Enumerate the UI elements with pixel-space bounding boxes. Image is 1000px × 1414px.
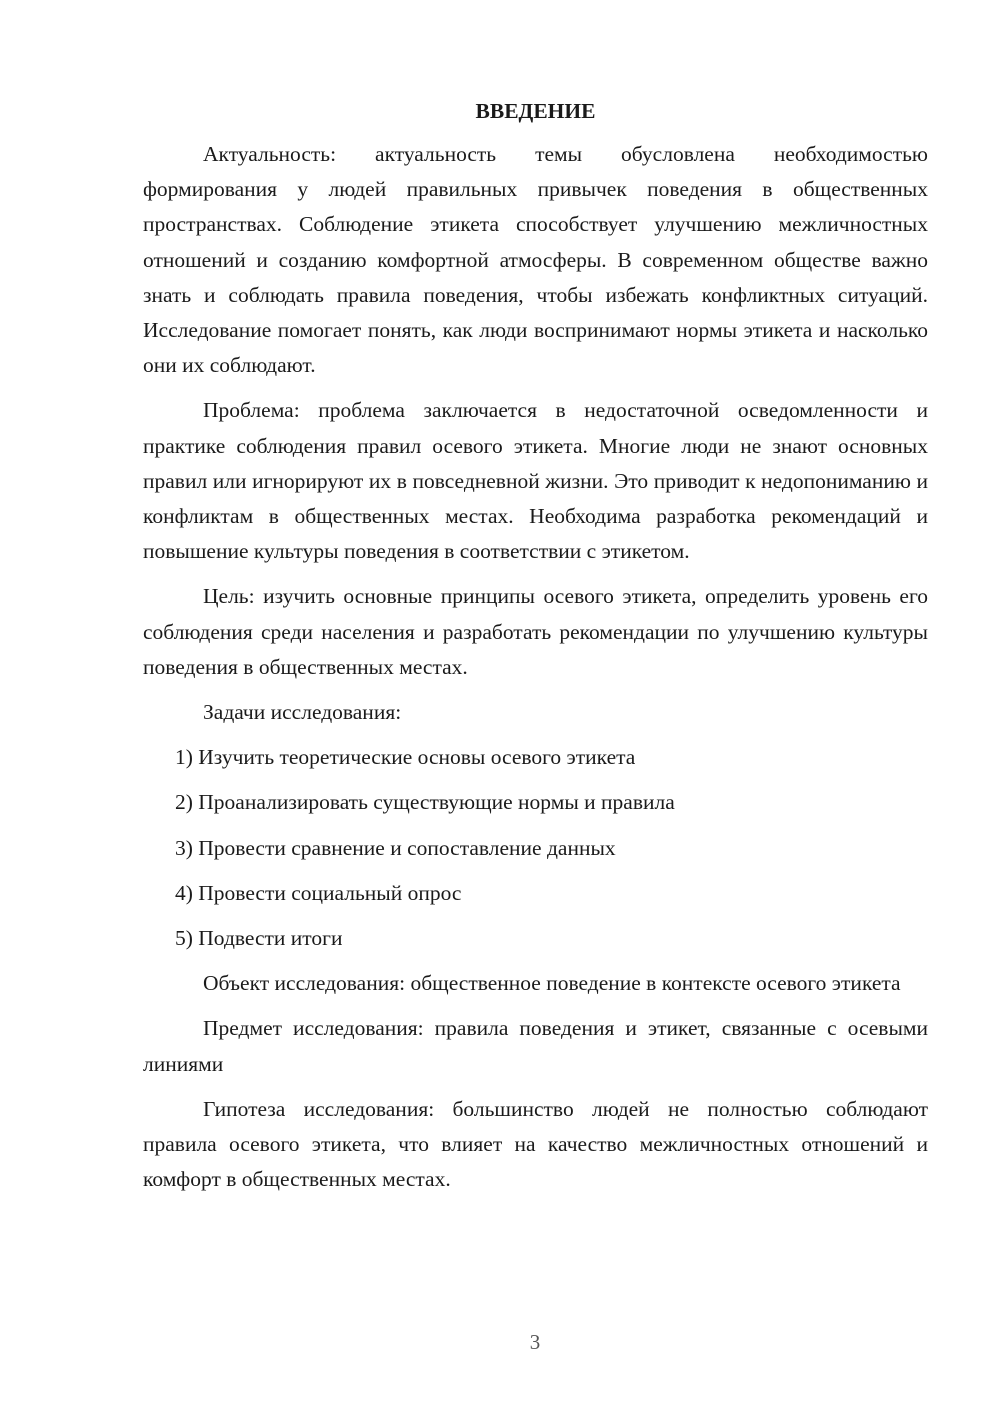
page-number: 3: [529, 1330, 541, 1354]
tasks-list: [143, 740, 928, 956]
task-item-5: 5) Подвести итоги: [175, 926, 343, 951]
section-title: ВВЕДЕНИЕ: [475, 99, 596, 123]
document-page: [143, 94, 928, 1207]
tasks-heading: Задачи исследования:: [203, 700, 402, 725]
paragraph-subject: Предмет исследования: правила поведения и этикет, связанные с осевыми линиями: [143, 1016, 928, 1076]
task-item-2: 2) Проанализировать существующие нормы и правила: [175, 790, 675, 815]
paragraph-goal: Цель: изучить основные принципы осевого этикета, определить уровень его соблюдения среди населения и разработать рекомендации по улучшению культуры поведения в общественных местах.: [143, 584, 928, 679]
task-item-3: 3) Провести сравнение и сопоставление данных: [175, 835, 616, 860]
task-item-4: 4) Провести социальный опрос: [175, 880, 462, 905]
paragraph-relevance: Актуальность: актуальность темы обусловлена необходимостью формирования у людей правильных привычек поведения в общественных пространствах. Соблюдение этикета способствует улучшению межличностных отношений и созданию комфортной атмосферы. В современном обществе важно знать и соблюдать правила поведения, чтобы избежать конфликтных ситуаций. Исследование помогает понять, как люди воспринимают нормы этикета и насколько они их соблюдают.: [143, 142, 928, 378]
paragraph-hypothesis: Гипотеза исследования: большинство людей не полностью соблюдают правила осевого этикета, что влияет на качество межличностных отношений и комфорт в общественных местах.: [143, 1096, 928, 1192]
paragraph-problem: Проблема: проблема заключается в недостаточной осведомленности и практике соблюдения правил осевого этикета. Многие люди не знают основных правил или игнорируют их в повседневной жизни. Это приводит к недопониманию и конфликтам в общественных местах. Необходима разработка рекомендаций и повышение культуры поведения в соответствии с этикетом.: [143, 398, 928, 564]
paragraph-object: Объект исследования: общественное поведение в контексте осевого этикета: [203, 971, 901, 996]
task-item-1: 1) Изучить теоретические основы осевого этикета: [175, 745, 636, 770]
